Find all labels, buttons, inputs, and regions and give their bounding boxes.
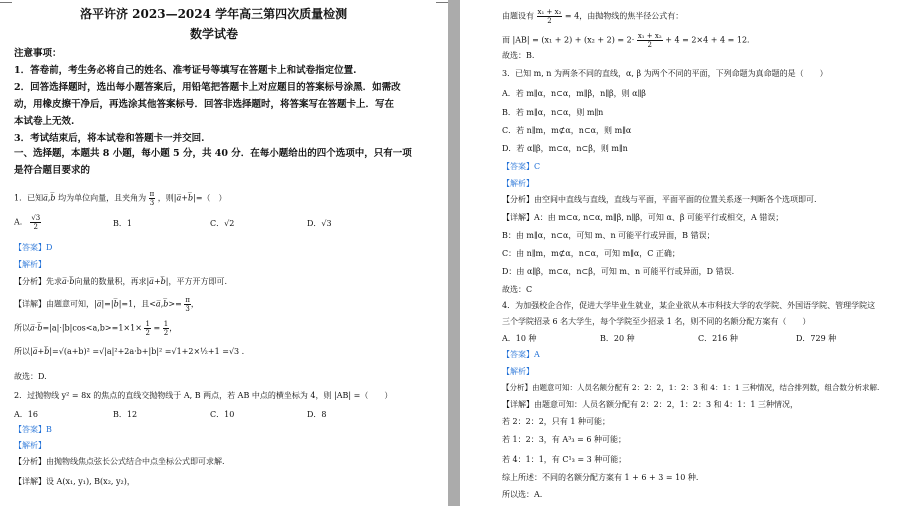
detail-line: 由题设有 $\frac{\text{x₁ + x₂}}{2}$ = 4，由抛物线的焦半径公式有： bbox=[502, 8, 684, 25]
question-4-stem: 三个学院招录 6 名大学生，每个学院至少招录 1 名，则不同的名额分配方案有（ ） bbox=[502, 317, 811, 326]
exam-subtitle: 数学试卷 bbox=[190, 27, 239, 41]
analysis-label: 【解析】 bbox=[502, 367, 534, 376]
detail-line: D：由 α∥β，m⊂α，n⊂β，可知 m、n 可能平行或异面，D 错误. bbox=[502, 267, 735, 276]
exam-title: 洛平许济 2023—2024 学年高三第四次质量检测 bbox=[80, 7, 348, 21]
analysis-label: 【解析】 bbox=[14, 260, 46, 269]
option-a: A．10 种 bbox=[502, 334, 537, 343]
analysis-summary: 【分析】先求a̅·b̅向量的数量积，再求|a̅+b̅|，平方开方即可. bbox=[14, 277, 228, 286]
conclusion: 故选：B. bbox=[502, 51, 535, 60]
detail-line: C：由 n∥m，m⊄α，n⊂α，可知 m∥α，C 正确； bbox=[502, 249, 680, 258]
option-a: A．若 m∥α，n⊂α，m∥β，n∥β，则 α∥β bbox=[502, 89, 646, 98]
section-heading: 是符合题目要求的 bbox=[14, 165, 91, 176]
notice-line: 1．答卷前，考生务必将自己的姓名、准考证号等填写在答题卡上和试卷指定位置. bbox=[14, 65, 357, 76]
section-heading: 一、选择题，本题共 8 小题，每小题 5 分，共 40 分．在每小题给出的四个选项中，只有一项 bbox=[14, 148, 412, 159]
detail-line: 【详解】设 A(x₁, y₁), B(x₂, y₂)， bbox=[14, 477, 135, 486]
question-1-stem: 1．已知a̅,b̅ 均为单位向量，且夹角为 $\frac{\pi}{3}$ ，则|a̅+b̅|=（ ） bbox=[14, 190, 227, 207]
page-corner-mark bbox=[436, 2, 448, 3]
detail-line: 若 2：2：2，只有 1 种可能； bbox=[502, 417, 610, 426]
option-b: B．1 bbox=[113, 219, 132, 228]
page-corner-mark bbox=[0, 2, 12, 3]
detail-line: B：由 m∥α，n⊂α，可知 m、n 可能平行或异面，B 错误； bbox=[502, 231, 715, 240]
detail-line: 综上所述：不同的名额分配方案有 1 + 6 + 3 = 10 种. bbox=[502, 473, 699, 482]
detail-line: 【详解】A：由 m⊂α, n⊂α, m∥β, n∥β，可知 α、β 可能平行或相交，A 错误； bbox=[502, 213, 784, 222]
answer-label: 【答案】C bbox=[502, 162, 541, 171]
document-page-left bbox=[0, 0, 448, 506]
detail-line: 所以|a̅+b̅|=√(a+b)² =√|a|²+2a·b+|b|² =√1+2×½+1 =√3 . bbox=[14, 347, 245, 356]
option-c: C．√2 bbox=[210, 219, 235, 228]
question-2-stem: 2．过抛物线 y² = 8x 的焦点的直线交抛物线于 A, B 两点，若 AB 中点的横坐标为 4，则 |AB| =（ ） bbox=[14, 391, 393, 400]
conclusion: 故选：D. bbox=[14, 372, 47, 381]
conclusion: 故选：C bbox=[502, 285, 533, 294]
question-3-stem: 3．已知 m, n 为两条不同的直线，α, β 为两个不同的平面，下列命题为真命题的是（ ） bbox=[502, 69, 828, 78]
answer-label: 【答案】D bbox=[14, 243, 53, 252]
option-b: B．12 bbox=[113, 410, 138, 419]
option-c: C．若 n∥m，m⊄α，n⊂α，则 m∥α bbox=[502, 126, 632, 135]
option-a: A． $\frac{√3}{2}$ bbox=[14, 214, 41, 231]
detail-line: 而 |AB| = (x₁ + 2) + (x₂ + 2) = 2· $\frac{\text{x₁ + x₂}}{2}$ + 4 = 2×4 + 4 = 12． bbox=[502, 32, 756, 49]
question-4-stem: 4．为加强校企合作，促进大学毕业生就业，某企业欲从本市科技大学的农学院、外国语学院、管理学院这 bbox=[502, 301, 876, 310]
option-d: D．8 bbox=[307, 410, 327, 419]
detail-line: 【详解】由题意可知：人员名额分配有 2：2：2，1：2：3 和 4：1：1 三种情况， bbox=[502, 400, 798, 409]
detail-line: 所以a̅·b̅=|a|·|b|cos<a,b>=1×1× $\frac{1}{2}$ = $\frac{1}{2}$ ， bbox=[14, 320, 178, 337]
option-c: C．216 种 bbox=[698, 334, 738, 343]
notice-line: 本试卷上无效. bbox=[14, 116, 75, 127]
detail-line: 若 4：1：1，有 C¹₃ = 3 种可能； bbox=[502, 455, 627, 464]
notice-heading: 注意事项： bbox=[14, 48, 62, 59]
notice-line: 动，用橡皮擦干净后，再选涂其他答案标号．回答非选择题时，将答案写在答题卡上．写在 bbox=[14, 99, 395, 110]
answer-label: 【答案】B bbox=[14, 425, 52, 434]
conclusion: 所以选：A. bbox=[502, 490, 543, 499]
answer-label: 【答案】A bbox=[502, 350, 540, 359]
analysis-summary: 【分析】由题意可知：人员名额分配有 2：2：2，1：2：3 和 4：1：1 三种情况，结合排列数，组合数分析求解. bbox=[502, 383, 880, 392]
document-page-right bbox=[460, 0, 900, 506]
option-c: C．10 bbox=[210, 410, 235, 419]
detail-line: 若 1：2：3，有 A³₃ = 6 种可能； bbox=[502, 435, 626, 444]
option-d: D．729 种 bbox=[796, 334, 837, 343]
analysis-label: 【解析】 bbox=[502, 179, 534, 188]
notice-line: 3．考试结束后，将本试卷和答题卡一并交回. bbox=[14, 133, 205, 144]
option-d: D．若 α∥β，m⊂α，n⊂β，则 m∥n bbox=[502, 144, 628, 153]
notice-line: 2．回答选择题时，选出每小题答案后，用铅笔把答题卡上对应题目的答案标号涂黑．如需改 bbox=[14, 82, 401, 93]
analysis-summary: 【分析】由抛物线焦点弦长公式结合中点坐标公式即可求解. bbox=[14, 457, 225, 466]
option-a: A．16 bbox=[14, 410, 38, 419]
option-b: B．若 m∥α，n⊂α，则 m∥n bbox=[502, 108, 604, 117]
analysis-label: 【解析】 bbox=[14, 441, 46, 450]
analysis-summary: 【分析】由空间中直线与直线，直线与平面，平面平面的位置关系逐一判断各个选项即可. bbox=[502, 195, 817, 204]
option-b: B．20 种 bbox=[600, 334, 635, 343]
option-d: D．√3 bbox=[307, 219, 332, 228]
detail-line: 【详解】由题意可知，|a̅|=|b̅|=1，且<a̅,b̅>= $\frac{\pi}{3}$ ， bbox=[14, 296, 199, 313]
